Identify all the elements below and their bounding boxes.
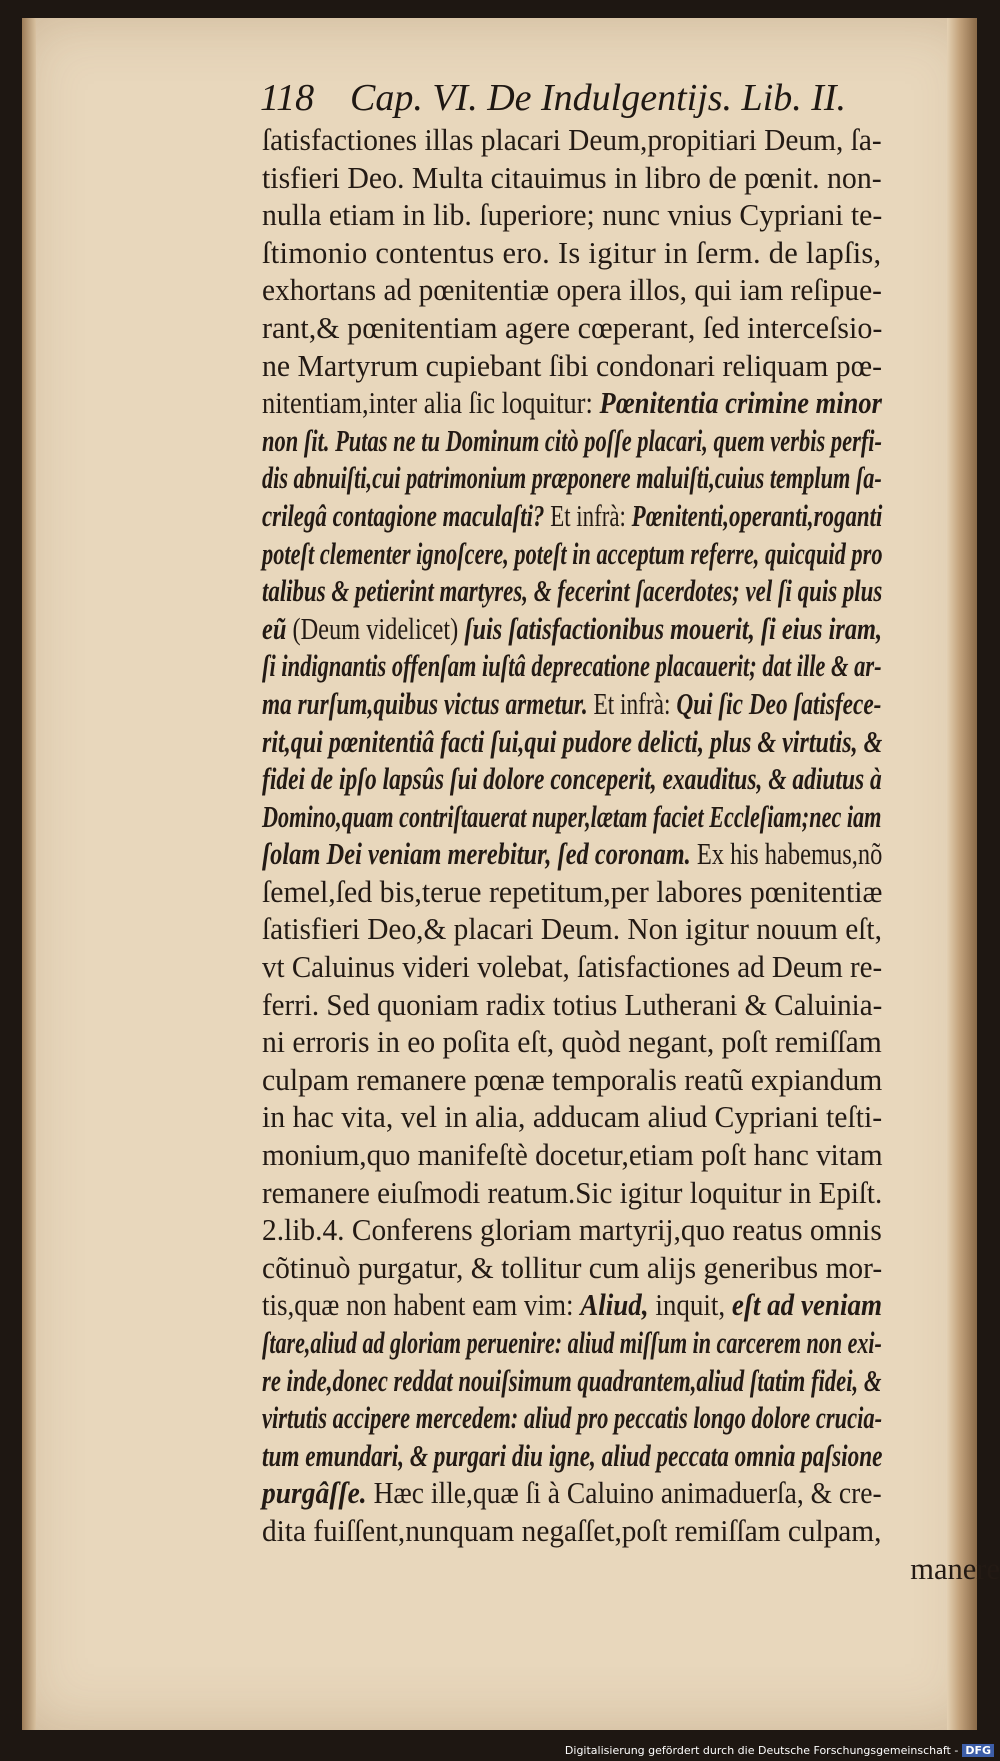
body-text-segment: ne Martyrum cupiebant ſibi condonari reliquam pœ-	[262, 348, 882, 383]
text-line	[262, 385, 911, 423]
body-text-segment: inquit,	[648, 1288, 732, 1323]
body-text-segment: Ex his habemus,nõ	[690, 837, 883, 872]
body-text-segment: Hæc ille,quæ ſi à Caluino animaduerſa, & cre-	[366, 1476, 882, 1511]
body-text-segment: cõtinuò purgatur, & tollitur cum alijs generibus mor-	[262, 1250, 883, 1285]
text-line	[262, 611, 883, 649]
text-line	[262, 1363, 882, 1401]
text-line	[262, 1551, 1000, 1589]
text-line	[262, 498, 883, 536]
quotation-text: poteſt clementer ignoſcere, poteſt in acceptum referre, quicquid pro	[262, 536, 883, 571]
text-line	[262, 1287, 925, 1325]
text-line	[262, 724, 883, 762]
quotation-text: eſt ad veniam	[731, 1288, 883, 1323]
quotation-text: ma rurſum,quibus victus armetur.	[262, 686, 588, 721]
running-head	[260, 76, 900, 120]
quotation-text: Aliud,	[580, 1288, 649, 1323]
text-line	[262, 1438, 883, 1476]
text-line	[262, 423, 883, 461]
body-text-segment: manere	[910, 1551, 1000, 1586]
body-text-segment: (Deum videlicet)	[292, 611, 465, 646]
body-text	[262, 122, 1000, 1588]
text-line	[262, 761, 882, 799]
quotation-text: ſuis ſatisfactionibus mouerit, ſi eius iram,	[464, 611, 883, 646]
quotation-text: Qui ſic Deo ſatisfece-	[676, 686, 882, 721]
dfg-logo: DFG	[962, 1744, 994, 1757]
text-line	[262, 949, 973, 987]
quotation-text: eũ	[262, 611, 293, 646]
body-text-segment: 2.lib.4. Conferens gloriam martyrij,quo reatus omnis	[262, 1213, 882, 1248]
text-line	[262, 1325, 882, 1363]
body-text-segment: rant,& pœnitentiam agere cœperant, ſed interceſsio-	[262, 310, 883, 345]
text-line	[262, 122, 983, 160]
quotation-text: tum emundari, & purgari diu igne, aliud peccata omnia paſsione	[262, 1438, 883, 1473]
text-line	[262, 310, 1000, 348]
quotation-text: ſi indignantis offenſam iuſtâ deprecatione placauerit; dat ille & ar-	[262, 649, 882, 684]
body-text-segment: Et infrà:	[544, 498, 632, 533]
quotation-text: Pœnitenti,operanti,roganti	[631, 498, 883, 533]
body-text-segment: exhortans ad pœnitentiæ opera illos, qui iam reſipue-	[262, 273, 882, 308]
page-gutter	[22, 18, 36, 1730]
text-line	[262, 1475, 937, 1513]
body-text-segment: ni erroris in eo poſita eſt, quòd negant, poſt remiſſam	[262, 1025, 882, 1060]
body-text-segment: in hac vita, vel in alia, adducam aliud Cypriani teſti-	[262, 1100, 883, 1135]
text-line	[262, 1250, 985, 1288]
text-line	[262, 573, 883, 611]
text-line	[262, 799, 882, 837]
body-text-segment: tis,quæ non habent eam vim:	[262, 1288, 581, 1323]
quotation-text: purgâſſe.	[262, 1476, 367, 1511]
text-line	[262, 1099, 991, 1137]
text-line	[262, 648, 882, 686]
chapter-title: Cap. VI. De Indulgentijs. Lib. II.	[350, 77, 847, 119]
body-text-segment: nitentiam,inter alia ſic loquitur:	[262, 386, 600, 421]
quotation-text: talibus & petierint martyres, & fecerint ſacerdotes; vel ſi quis plus	[262, 574, 883, 609]
quotation-text: ſtare,aliud ad gloriam peruenire: aliud miſſum in carcerem non exi-	[262, 1326, 882, 1360]
text-line	[262, 1062, 988, 1100]
quotation-text: re inde,donec reddat nouiſsimum quadrantem,aliud ſtatim fidei, &	[262, 1363, 882, 1398]
text-line	[262, 1513, 981, 1551]
page-number: 118	[260, 77, 315, 119]
text-line	[262, 1024, 987, 1062]
text-line	[262, 911, 982, 949]
text-line	[262, 460, 882, 498]
body-text-segment: dita fuiſſent,nunquam negaſſet,poſt remiſſam culpam,	[262, 1513, 882, 1548]
text-line	[262, 836, 883, 874]
body-text-segment: culpam remanere pœnæ temporalis reatũ expiandum	[262, 1062, 883, 1097]
body-text-segment: ferri. Sed quoniam radix totius Lutherani & Caluinia-	[262, 987, 883, 1022]
quotation-text: virtutis accipere mercedem: aliud pro peccatis longo dolore crucia-	[262, 1401, 883, 1436]
digitization-credit	[565, 1744, 994, 1757]
quotation-text: ſolam Dei veniam merebitur, ſed coronam.	[262, 837, 691, 872]
body-text-segment: ſatisfieri Deo,& placari Deum. Non igitur nouum eſt,	[262, 912, 882, 947]
text-line	[262, 686, 882, 724]
body-text-segment: ſemel,ſed bis,terue repetitum,per labores pœnitentiæ	[262, 874, 883, 909]
quotation-text: dis abnuiſti,cui patrimonium præponere maluiſti,cuius templum ſa-	[262, 461, 882, 496]
text-line	[262, 1175, 973, 1213]
book-page	[22, 18, 1000, 1730]
text-line	[262, 1400, 883, 1438]
body-text-segment: Et infrà:	[587, 686, 677, 721]
body-text-segment: nulla etiam in lib. ſuperiore; nunc vnius Cypriani te-	[262, 198, 883, 233]
text-line	[262, 874, 994, 912]
quotation-text: non ſit. Putas ne tu Dominum citò poſſe placari, quem verbis perfi-	[262, 423, 883, 458]
body-text-segment: monium,quo manifeſtè docetur,etiam poſt hanc vitam	[262, 1138, 883, 1173]
body-text-segment: ſtimonio contentus ero. Is igitur in ſerm. de lapſis,	[262, 235, 882, 270]
text-line	[262, 987, 973, 1025]
text-line	[262, 272, 982, 310]
text-line	[262, 160, 994, 198]
body-text-segment: tisfieri Deo. Multa citauimus in libro de pœnit. non-	[262, 160, 882, 195]
text-line	[262, 536, 883, 574]
quotation-text: Pœnitentia crimine minor	[599, 386, 882, 421]
text-line	[262, 197, 991, 235]
text-line	[262, 235, 1000, 273]
quotation-text: crilegâ contagione maculaſti?	[262, 498, 545, 533]
text-line	[262, 348, 992, 386]
text-line	[262, 1212, 983, 1250]
body-text-segment: vt Caluinus videri volebat, ſatisfactiones ad Deum re-	[262, 950, 883, 985]
quotation-text: fidei de ipſo lapsûs ſui dolore conceperit, exauditus, & adiutus à	[262, 762, 882, 797]
credit-text: Digitalisierung gefördert durch die Deutsche Forschungsgemeinschaft -	[564, 1744, 959, 1757]
quotation-text: rit,qui pœnitentiâ facti ſui,qui pudore delicti, plus & virtutis, &	[262, 724, 883, 759]
text-line	[262, 1137, 978, 1175]
body-text-segment: remanere eiuſmodi reatum.Sic igitur loquitur in Epiſt.	[262, 1175, 883, 1210]
quotation-text: Domino,quam contriſtauerat nuper,lætam faciet Eccleſiam;nec iam	[262, 799, 882, 834]
body-text-segment: ſatisfactiones illas placari Deum,propitiari Deum, ſa-	[262, 123, 882, 157]
